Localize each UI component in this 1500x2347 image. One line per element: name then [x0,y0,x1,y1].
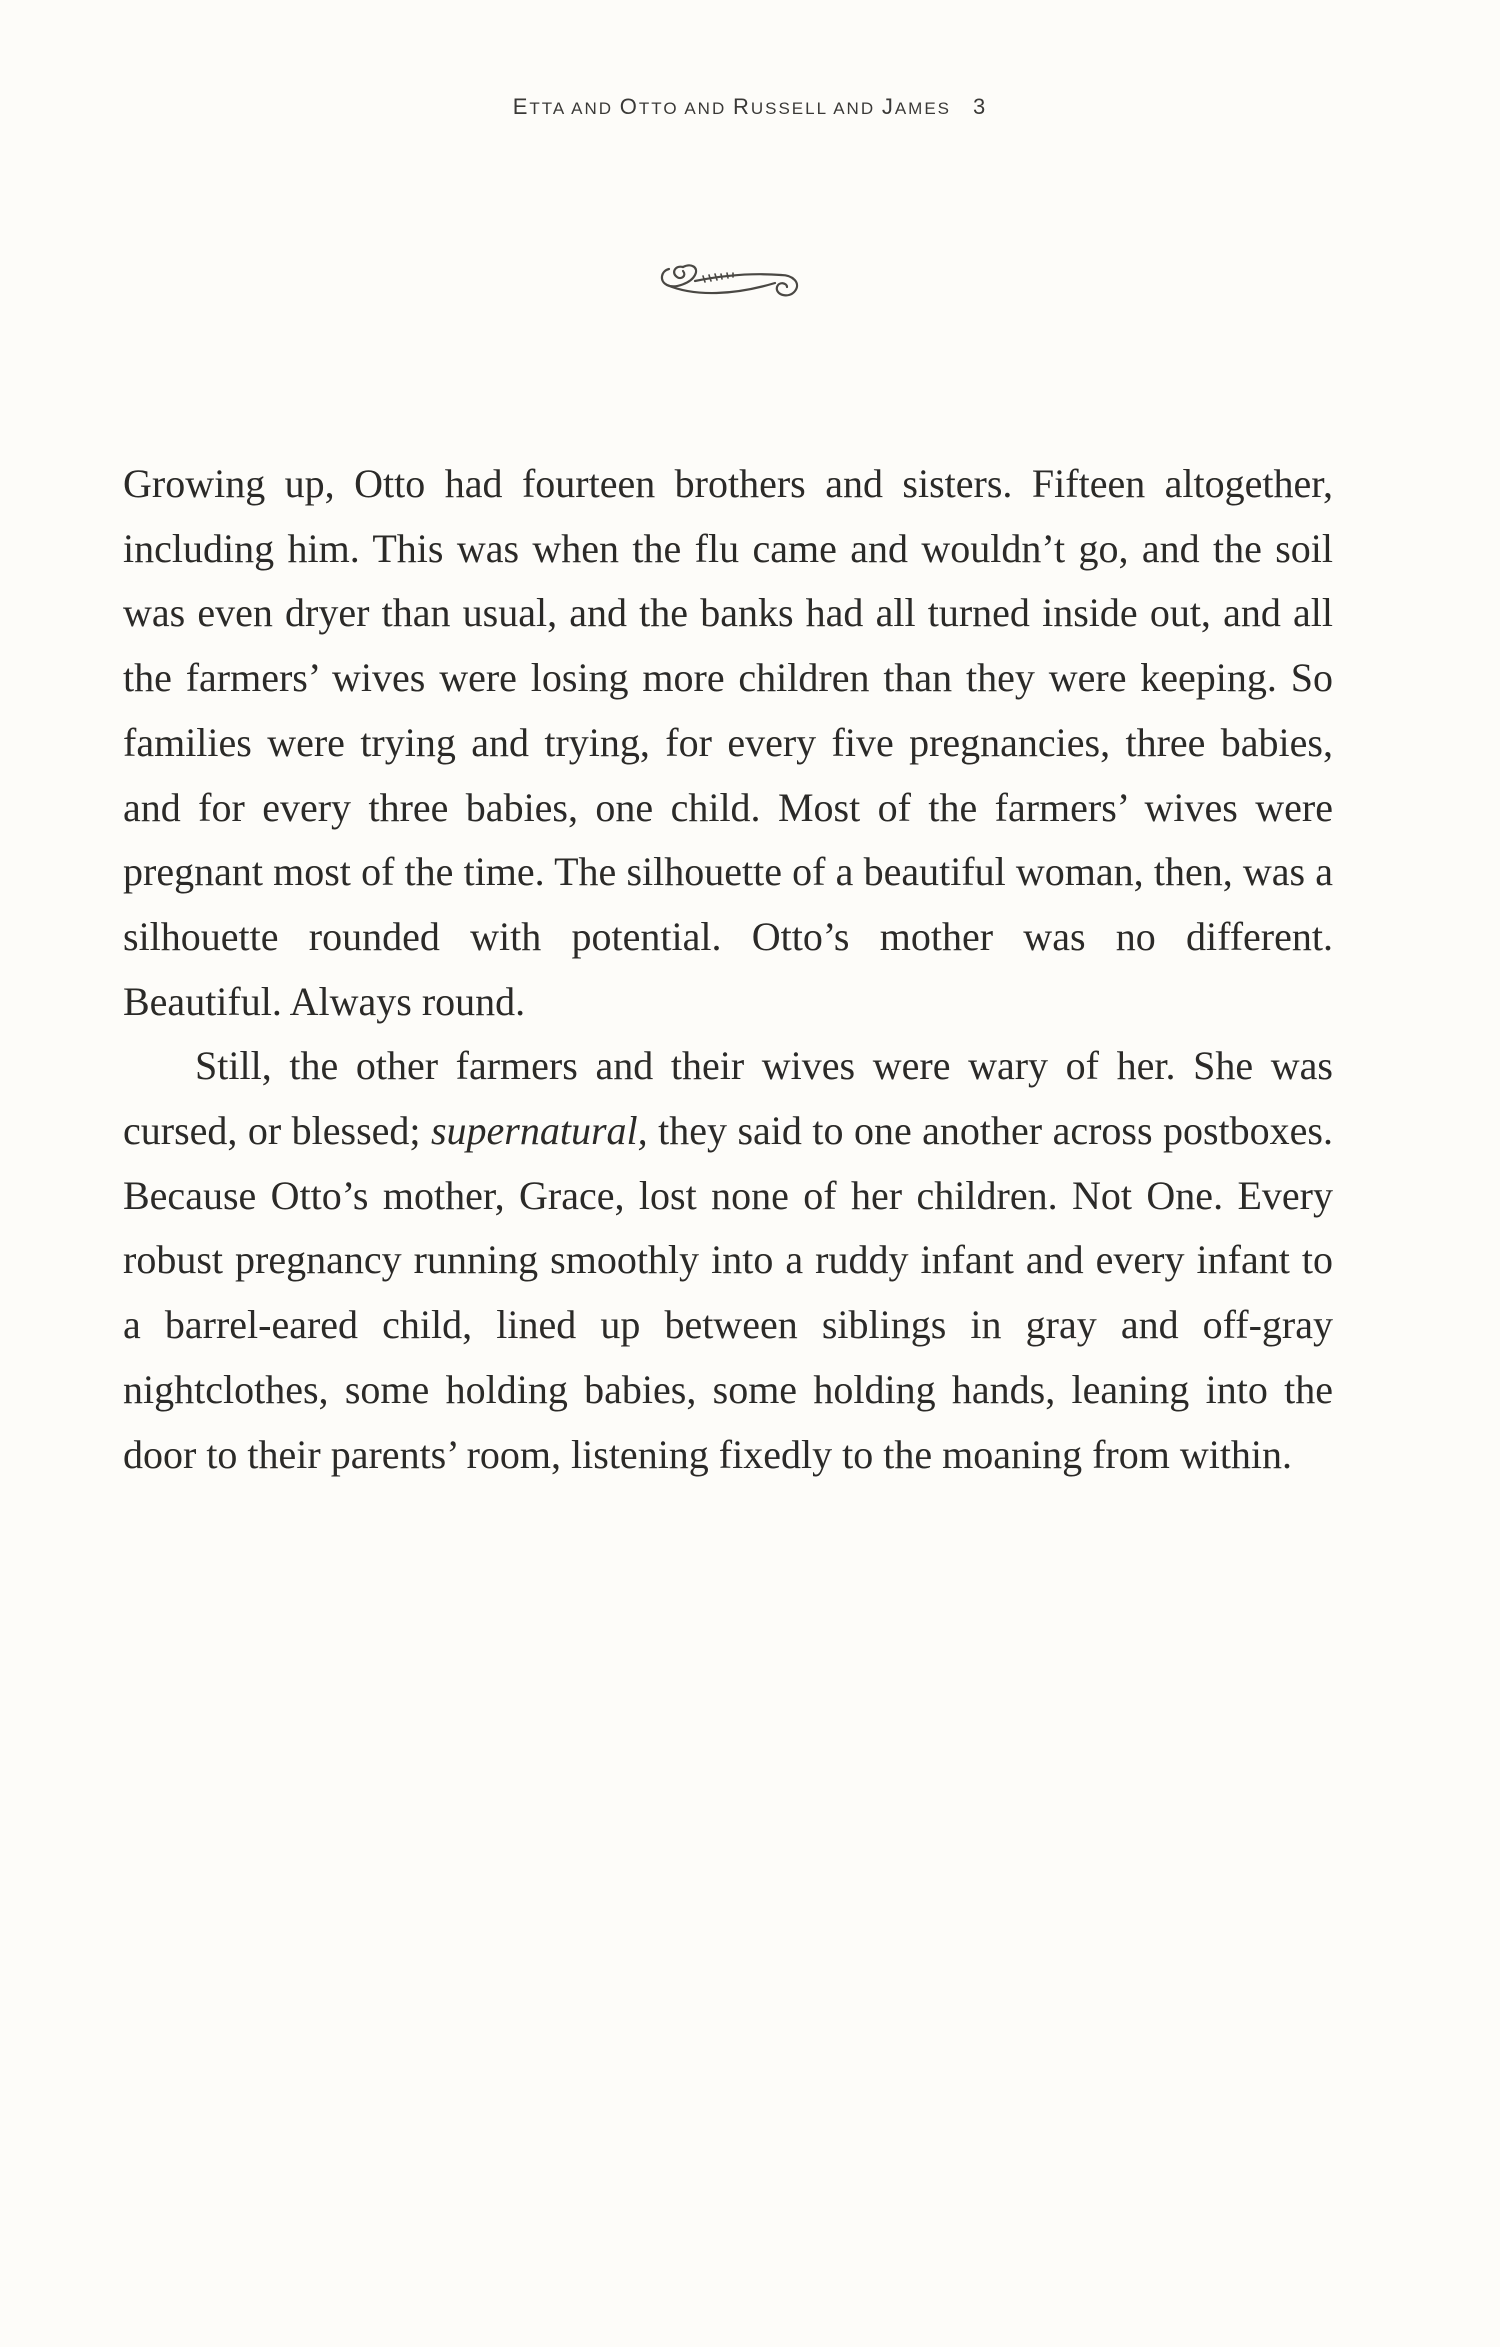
paragraph-2-text-after: they said to one another across postboxes. Because Otto’s mother, Grace, lost none of her children. Not One. Every robust pregnancy running smoothly into a ruddy infant and every infant to a barrel-eared child, lined up between siblings in gray and off-gray nightclothes, some holding babies, some holding hands, leaning into the door to their parents’ room, listening fixedly to the moaning from within. [123,1108,1333,1477]
running-head-and-2: AND [678,99,733,118]
paragraph-2-text-before: Still, the other farmers and their wives were wary of her. She was cursed, or blessed; [123,1043,1333,1154]
paragraph-2 [123,1034,1333,1487]
running-head [0,94,1500,120]
running-head-and-1: AND [565,99,620,118]
running-head-james: JAMES [881,94,952,119]
running-head-russell: RUSSELL [732,94,828,119]
body-text [123,452,1333,1487]
page-number: 3 [973,94,988,119]
paragraph-1: Growing up, Otto had fourteen brothers and sisters. Fifteen altogether, including him. This was when the flu came and wouldn’t go, and the soil was even dryer than usual, and the banks had all turned inside out, and all the farmers’ wives were losing more children than they were keeping. So families were trying and trying, for every five pregnancies, three babies, and for every three babies, one child. Most of the farmers’ wives were pregnant most of the time. The silhouette of a beautiful woman, then, was a silhouette rounded with potential. Otto’s mother was no different. Beautiful. Always round. [123,461,1333,1024]
running-head-and-3: AND [827,99,882,118]
running-head-otto: OTTO [619,94,679,119]
running-head-etta: ETTA [512,94,566,119]
flourish-ornament-icon [655,245,815,315]
paragraph-2-italic: supernatural, [430,1108,648,1154]
